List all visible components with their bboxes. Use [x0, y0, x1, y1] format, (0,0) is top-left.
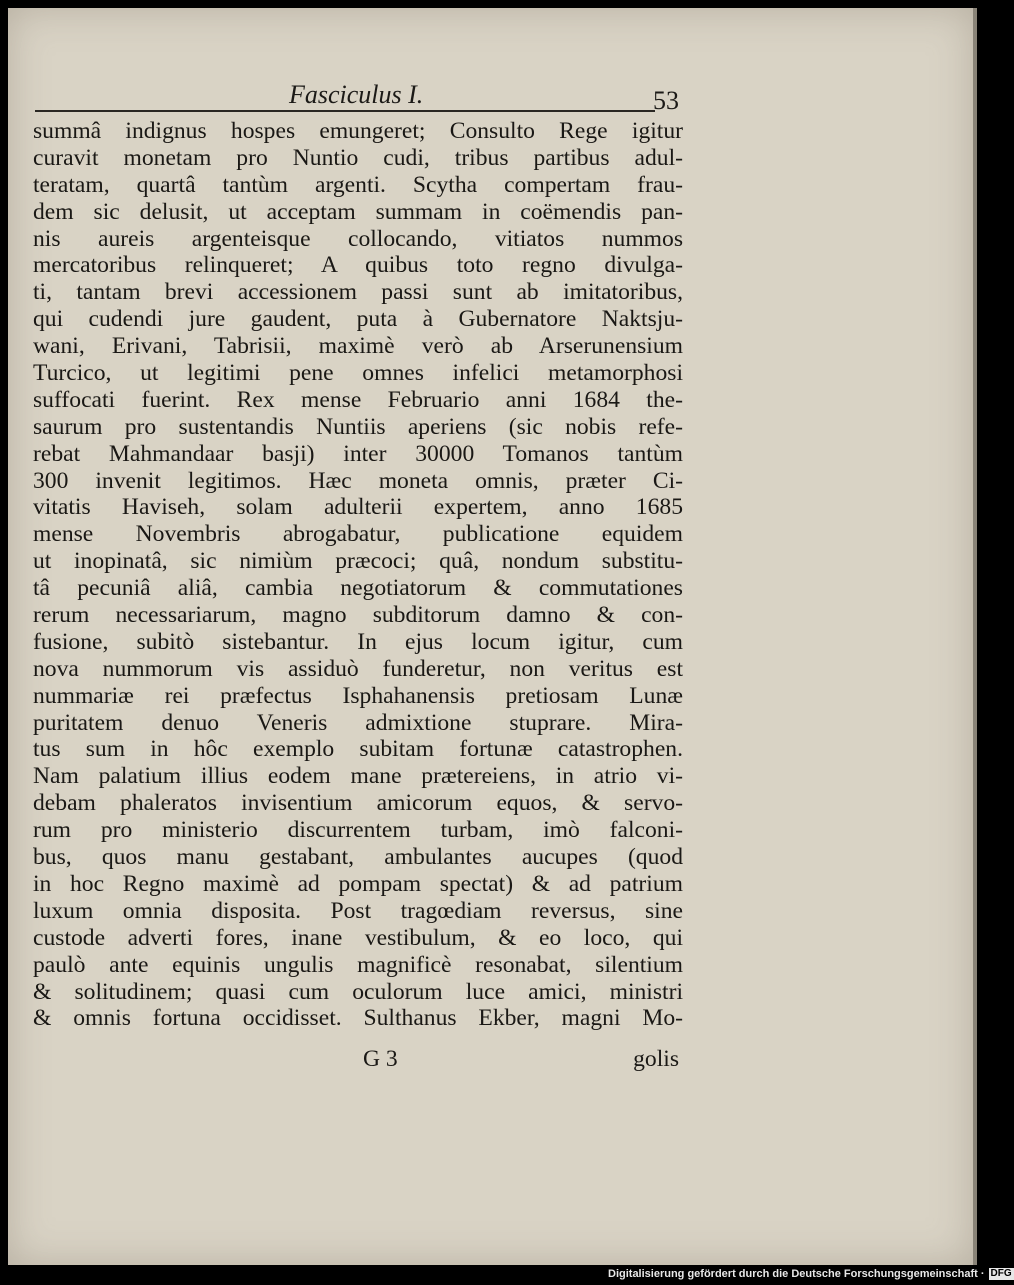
text-line: bus, quos manu gestabant, ambulantes aucupes (quod — [33, 844, 683, 871]
text-line: ut inopinatâ, sic nimiùm præcoci; quâ, nondum substitu- — [33, 548, 683, 575]
text-line: debam phaleratos invisentium amicorum equos, & servo- — [33, 790, 683, 817]
digitization-credit — [608, 1268, 1014, 1280]
text-line: qui cudendi jure gaudent, puta à Gubernatore Naktsju- — [33, 306, 683, 333]
text-line: dem sic delusit, ut acceptam summam in coëmendis pan- — [33, 198, 683, 225]
text-line: custode adverti fores, inane vestibulum, & eo loco, qui — [33, 924, 683, 951]
text-line: puritatem denuo Veneris admixtione stuprare. Mira- — [33, 709, 683, 736]
text-line: fusione, subitò sistebantur. In ejus locum igitur, cum — [33, 628, 683, 655]
text-line: nova nummorum vis assiduò funderetur, non veritus est — [33, 655, 683, 682]
text-line: wani, Erivani, Tabrisii, maximè verò ab Arserunensium — [33, 333, 683, 360]
page-footer — [33, 1046, 683, 1076]
text-line: Nam palatium illius eodem mane prætereiens, in atrio vi- — [33, 763, 683, 790]
text-line: mense Novembris abrogabatur, publicatione equidem — [33, 521, 683, 548]
text-line: nummariæ rei præfectus Isphahanensis pretiosam Lunæ — [33, 682, 683, 709]
text-line: saurum pro sustentandis Nuntiis aperiens (sic nobis refe- — [33, 413, 683, 440]
text-line: rerum necessariarum, magno subditorum damno & con- — [33, 602, 683, 629]
page-header — [35, 80, 685, 120]
text-line: tus sum in hôc exemplo subitam fortunæ catastrophen. — [33, 736, 683, 763]
text-line: teratam, quartâ tantùm argenti. Scytha compertam frau- — [33, 171, 683, 198]
text-line: mercatoribus relinqueret; A quibus toto regno divulga- — [33, 252, 683, 279]
page-number: 53 — [653, 86, 679, 115]
text-line: 300 invenit legitimos. Hæc moneta omnis, præter Ci- — [33, 467, 683, 494]
header-rule — [35, 110, 655, 112]
text-line: ti, tantam brevi accessionem passi sunt ab imitatoribus, — [33, 279, 683, 306]
dfg-logo-icon: DFG — [990, 1268, 1012, 1280]
credit-text: Digitalisierung gefördert durch die Deutsche Forschungsgemeinschaft · — [608, 1268, 985, 1280]
catchword: golis — [633, 1046, 679, 1072]
text-line: in hoc Regno maximè ad pompam spectat) & ad patrium — [33, 870, 683, 897]
text-line: & omnis fortuna occidisset. Sulthanus Ekber, magni Mo- — [33, 1005, 683, 1032]
signature-mark: G 3 — [363, 1046, 398, 1072]
body-text — [33, 118, 683, 1032]
text-line: summâ indignus hospes emungeret; Consulto Rege igitur — [33, 118, 683, 144]
text-line: & solitudinem; quasi cum oculorum luce amici, ministri — [33, 978, 683, 1005]
running-title: Fasciculus I. — [283, 80, 429, 110]
page-edge — [973, 8, 977, 1265]
text-line: curavit monetam pro Nuntio cudi, tribus partibus adul- — [33, 144, 683, 171]
text-line: Turcico, ut legitimi pene omnes infelici metamorphosi — [33, 360, 683, 387]
text-line: suffocati fuerint. Rex mense Februario anni 1684 the- — [33, 386, 683, 413]
text-line: paulò ante equinis ungulis magnificè resonabat, silentium — [33, 951, 683, 978]
text-line: luxum omnia disposita. Post tragœdiam reversus, sine — [33, 897, 683, 924]
text-line: rum pro ministerio discurrentem turbam, imò falconi- — [33, 817, 683, 844]
text-line: tâ pecuniâ aliâ, cambia negotiatorum & commutationes — [33, 575, 683, 602]
text-line: rebat Mahmandaar basji) inter 30000 Tomanos tantùm — [33, 440, 683, 467]
text-line: nis aureis argenteisque collocando, vitiatos nummos — [33, 225, 683, 252]
text-line: vitatis Haviseh, solam adulterii expertem, anno 1685 — [33, 494, 683, 521]
